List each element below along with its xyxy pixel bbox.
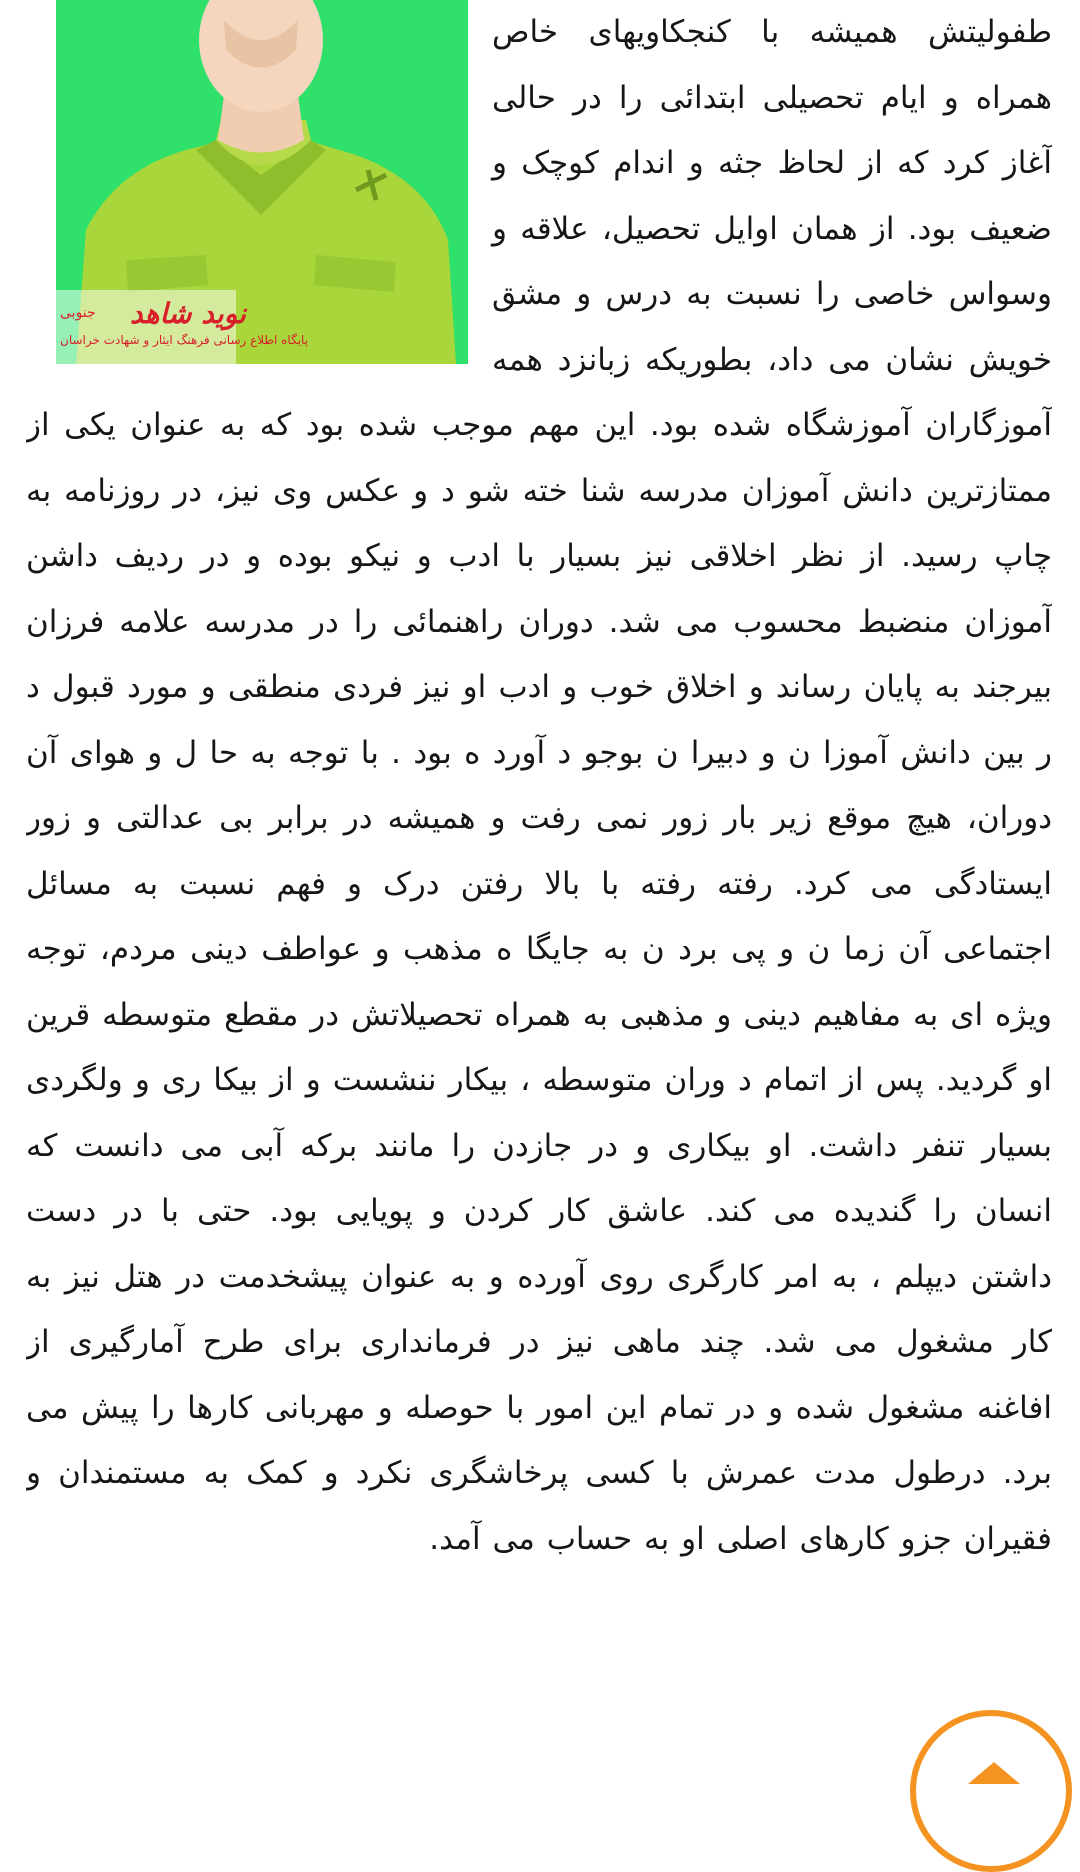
watermark-line: پایگاه اطلاع رسانی فرهنگ ایثار و شهادت خراسان xyxy=(60,333,309,347)
watermark-name: نوید شاهد xyxy=(130,297,246,330)
watermark-region: جنوبی xyxy=(60,305,96,321)
watermark-logo xyxy=(60,297,309,356)
article xyxy=(26,0,1052,1792)
article-body: طفولیتش همیشه با کنجکاویهای خاص همراه و ایام تحصیلی ابتدائی را در حالی آغاز کرد که از لحاظ جثه و اندام کوچک و ضعیف بود. از همان اوایل تحصیل، علاقه و وسواس خاصی را نسبت به درس و مشق خویش نشان می داد، بطوریکه زبانزد همه آموزگاران آموزشگاه شده بود. این مهم موجب شده بود که به عنوان یکی از ممتازترین دانش آموزان مدرسه شنا خته شو د و عکس وی نیز، در روزنامه به چاپ رسید. از نظر اخلاقی نیز بسیار با ادب و نیکو بوده و در ردیف داشن آموزان منضبط محسوب می شد. دوران راهنمائی را در مدرسه علامه فرزان بیرجند به پایان رساند و اخلاق خوب و ادب او نیز فردی منطقی و مورد قبول د ر بین دانش آموزا ن و دبیرا ن بوجو د آورد ه بود . با توجه به حا ل و هوای آن دوران، هیچ موقع زیر بار زور نمی رفت و همیشه در برابر بی عدالتی و زور ایستادگی می کرد. رفته رفته با بالا رفتن درک و فهم نسبت به مسائل اجتماعی آن زما ن و پی برد ن به جایگا ه مذهب و عواطف دینی مردم، توجه ویژه ای به مفاهیم دینی و مذهبی به همراه تحصیلاتش در مقطع متوسطه قرین او گردید. پس از اتمام د وران متوسطه ، بیکار ننشست و از بیکا ری و ولگردی بسیار تنفر داشت. او بیکاری و در جازدن را مانند برکه آبی می دانست که انسان را گندیده می کند. عاشق کار کردن و پویایی بود. حتی با در دست داشتن دیپلم ، به امر کارگری روی آورده و به عنوان پیشخدمت در هتل نیز به کار مشغول می شد. چند ماهی نیز در فرمانداری برای طرح آمارگیری از افاغنه مشغول شده و در تمام این امور با حوصله و مهربانی کارها را پیش می برد. درطول مدت عمرش با کسی پرخاشگری نکرد و کمک به مستمندان و فقیران جزو کارهای اصلی او به حساب می آمد. xyxy=(26,14,1052,1557)
scroll-to-top-button[interactable] xyxy=(910,1710,1072,1872)
martyr-photo xyxy=(56,0,468,364)
chevron-up-icon xyxy=(968,1762,1020,1784)
